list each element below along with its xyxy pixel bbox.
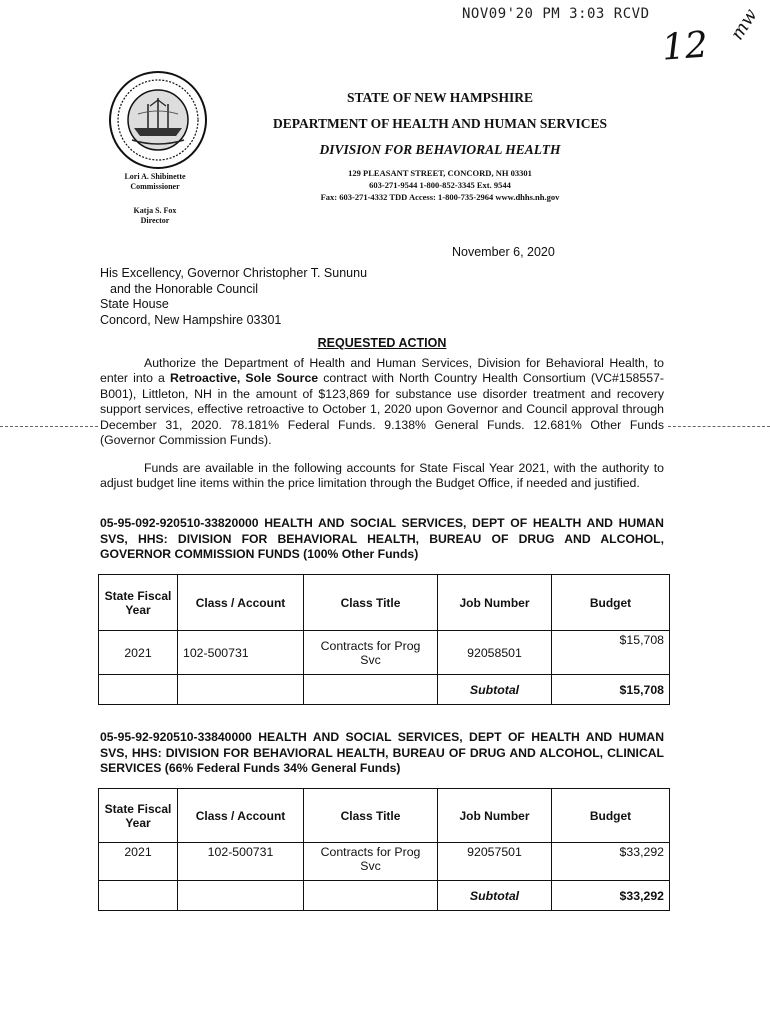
- commissioner-title: Commissioner: [130, 182, 180, 191]
- subtotal-value: $15,708: [552, 675, 670, 705]
- handwritten-initials: mw: [726, 5, 762, 44]
- column-header: Budget: [552, 575, 670, 631]
- paragraph-text: contract with North Country Health Consortium (VC#158557-B001), Littleton, NH in the amount of $123,869 for substance use disorder treatment and recovery support services, effective retroactive to October 1, 2020 upon Governor and Council approval through December 31, 2020. 78.181% Federal Funds. 9.138% General Funds. 12.681% Other Funds (Governor Commission Funds).: [100, 371, 665, 448]
- account-heading: 05-95-92-920510-33840000 HEALTH AND SOCIAL SERVICES, DEPT OF HEALTH AND HUMAN SVS, HHS: DIVISION FOR BEHAVIORAL HEALTH, BUREAU OF DRUG AND ALCOHOL, CLINICAL SERVICES (66% Federal Funds 34% General Funds): [100, 730, 664, 775]
- table-row: [99, 631, 670, 675]
- class-account-cell: 102-500731: [178, 631, 304, 675]
- job-number-cell: 92057501: [438, 843, 552, 881]
- class-title-cell: Contracts for Prog Svc: [304, 631, 438, 675]
- fiscal-year-cell: 2021: [99, 631, 178, 675]
- subtotal-row: [99, 881, 670, 911]
- letterhead-division: DIVISION FOR BEHAVIORAL HEALTH: [319, 142, 561, 157]
- subtotal-label: Subtotal: [438, 881, 552, 911]
- column-header: Class Title: [304, 789, 438, 843]
- funds-paragraph: [100, 461, 664, 492]
- column-header: Budget: [552, 789, 670, 843]
- paragraph-text: Funds are available in the following accounts for State Fiscal Year 2021, with the authority to adjust budget line items within the price limitation through the Budget Office, if needed and justified.: [100, 461, 664, 491]
- letterhead-fax: Fax: 603-271-4332 TDD Access: 1-800-735-2964 www.dhhs.nh.gov: [320, 192, 560, 202]
- column-header: Job Number: [438, 575, 552, 631]
- subtotal-label: Subtotal: [438, 675, 552, 705]
- job-number-cell: 92058501: [438, 631, 552, 675]
- requested-action-heading: REQUESTED ACTION: [317, 336, 447, 350]
- budget-table: [98, 574, 670, 705]
- addressee-block: [100, 266, 367, 328]
- scan-artifact-line: [0, 426, 98, 427]
- addressee-line: and the Honorable Council: [110, 281, 259, 296]
- requested-action-paragraph: [100, 356, 664, 448]
- subtotal-row: [99, 675, 670, 705]
- addressee-line: Concord, New Hampshire 03301: [100, 312, 282, 327]
- director-name: Katja S. Fox: [133, 206, 177, 215]
- column-header: Class Title: [304, 575, 438, 631]
- addressee-line: State House: [100, 297, 169, 311]
- director-title: Director: [140, 216, 170, 225]
- paragraph-emphasis: Retroactive, Sole Source: [169, 371, 319, 386]
- addressee-line: His Excellency, Governor Christopher T. Sununu: [100, 266, 368, 280]
- subtotal-value: $33,292: [552, 881, 670, 911]
- handwritten-page-number: 12: [660, 24, 710, 69]
- column-header: Job Number: [438, 789, 552, 843]
- received-stamp: NOV09'20 PM 3:03 RCVD: [462, 6, 650, 22]
- column-header: State Fiscal Year: [99, 575, 178, 631]
- letterhead-state: STATE OF NEW HAMPSHIRE: [347, 90, 533, 105]
- class-account-cell: 102-500731: [178, 843, 304, 881]
- fiscal-year-cell: 2021: [99, 843, 178, 881]
- budget-cell: $33,292: [552, 843, 670, 881]
- paragraph-text: Authorize the Department of Health and Human Services, Division for Behavioral Health, to enter into a: [100, 356, 664, 386]
- letterhead-phone: 603-271-9544 1-800-852-3345 Ext. 9544: [369, 180, 511, 190]
- column-header: Class / Account: [178, 575, 304, 631]
- column-header: State Fiscal Year: [99, 789, 178, 843]
- letterhead-address: 129 PLEASANT STREET, CONCORD, NH 03301: [348, 168, 532, 178]
- column-header: Class / Account: [178, 789, 304, 843]
- class-title-cell: Contracts for Prog Svc: [304, 843, 438, 881]
- budget-cell: $15,708: [552, 631, 670, 675]
- letterhead-department: DEPARTMENT OF HEALTH AND HUMAN SERVICES: [273, 116, 607, 131]
- commissioner-name: Lori A. Shibinette: [124, 172, 186, 181]
- scan-artifact-line: [668, 426, 770, 427]
- account-heading: 05-95-092-920510-33820000 HEALTH AND SOCIAL SERVICES, DEPT OF HEALTH AND HUMAN SVS, HHS: DIVISION FOR BEHAVIORAL HEALTH, BUREAU OF DRUG AND ALCOHOL, GOVERNOR COMMISSION FUNDS (100% Other Funds): [100, 516, 664, 561]
- letter-date: November 6, 2020: [452, 245, 555, 259]
- table-row: [99, 843, 670, 881]
- budget-table: [98, 788, 670, 911]
